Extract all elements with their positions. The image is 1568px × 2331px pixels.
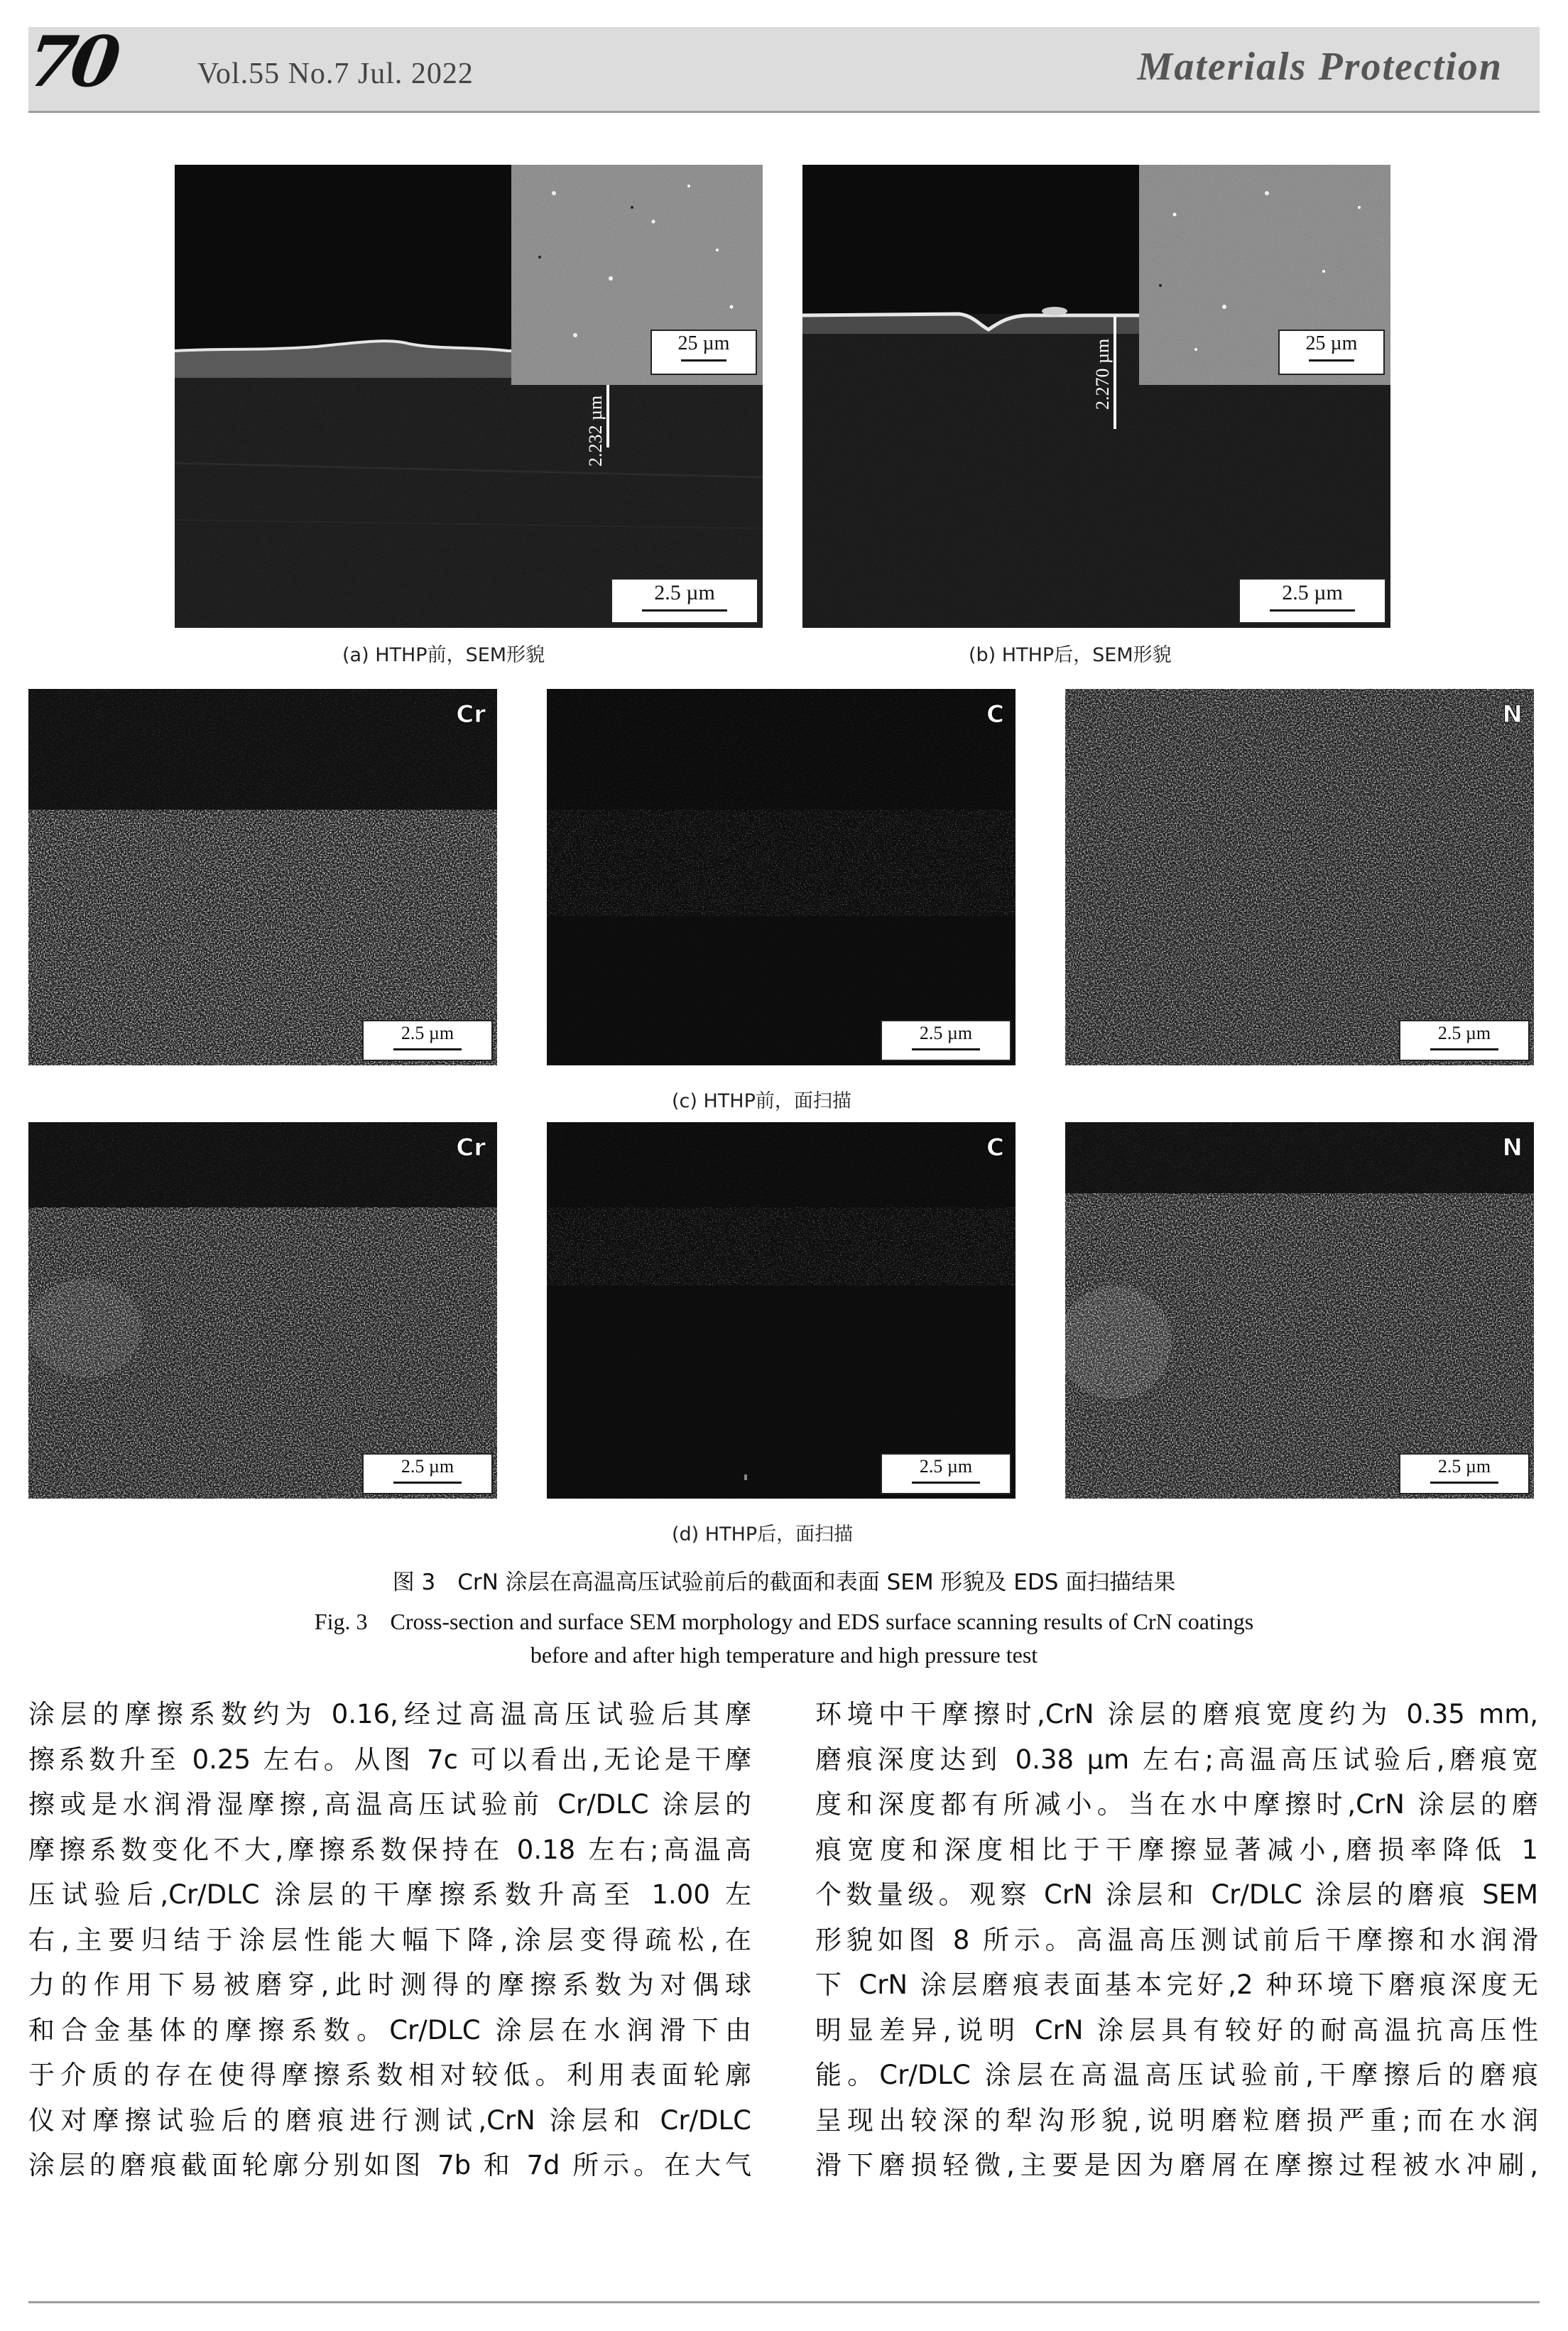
body-line: 右,主要归结于涂层性能大幅下降,涂层变得疏松,在 xyxy=(28,1924,751,1955)
eds-map-c-before xyxy=(547,689,1016,1065)
body-line: 形貌如图 8 所示。高温高压测试前后干摩擦和水润滑 xyxy=(815,1924,1538,1955)
sem-panel-after xyxy=(802,165,1390,628)
inset-scale-bar: 25 µm xyxy=(1278,330,1385,375)
scale-bar: 2.5 µm xyxy=(881,1020,1011,1061)
figure-caption-en-line1: Fig. 3 Cross-section and surface SEM morphology and EDS surface scanning results of CrN coatings xyxy=(314,1609,1254,1634)
element-label: N xyxy=(1502,700,1523,729)
volume-info: Vol.55 No.7 Jul. 2022 xyxy=(197,58,474,90)
subcaption-b: (b) HTHP后，SEM形貌 xyxy=(969,644,1172,666)
body-line: 涂层的磨痕截面轮廓分别如图 7b 和 7d 所示。在大气 xyxy=(28,2150,751,2180)
subcaption-a: (a) HTHP前，SEM形貌 xyxy=(342,644,545,666)
scale-bar: 2.5 µm xyxy=(611,578,758,624)
body-line: 磨痕深度达到 0.38 µm 左右;高温高压试验后,磨痕宽 xyxy=(815,1744,1538,1775)
surface-inset-image xyxy=(511,165,763,385)
body-line: 于介质的存在使得摩擦系数相对较低。利用表面轮廓 xyxy=(28,2060,751,2090)
body-line: 个数量级。观察 CrN 涂层和 Cr/DLC 涂层的磨痕 SEM xyxy=(815,1879,1538,1910)
element-label: Cr xyxy=(456,700,486,729)
body-line: 和合金基体的摩擦系数。Cr/DLC 涂层在水润滑下由 xyxy=(28,2014,751,2045)
eds-map-c-after xyxy=(547,1122,1016,1499)
body-line: 压试验后,Cr/DLC 涂层的干摩擦系数升高至 1.00 左 xyxy=(28,1879,751,1910)
body-line: 仪对摩擦试验后的磨痕进行测试,CrN 涂层和 Cr/DLC xyxy=(28,2104,751,2136)
inset-scale-bar: 25 µm xyxy=(650,330,757,375)
thickness-marker xyxy=(606,385,609,447)
element-label: Cr xyxy=(456,1134,486,1162)
body-line: 能。Cr/DLC 涂层在高温高压试验前,干摩擦后的磨痕 xyxy=(815,2060,1538,2090)
body-line: 下 CrN 涂层磨痕表面基本完好,2 种环境下磨痕深度无 xyxy=(815,1969,1538,2000)
scale-bar: 2.5 µm xyxy=(1399,1453,1530,1494)
body-line: 擦或是水润滑湿摩擦,高温高压试验前 Cr/DLC 涂层的 xyxy=(28,1789,751,1820)
journal-title: Materials Protection xyxy=(1137,45,1503,89)
element-label: C xyxy=(986,700,1004,729)
body-line: 摩擦系数变化不大,摩擦系数保持在 0.18 左右;高温高 xyxy=(28,1834,751,1865)
figure-caption-cn: 图 3 CrN 涂层在高温高压试验前后的截面和表面 SEM 形貌及 EDS 面扫描结果 xyxy=(392,1570,1176,1595)
element-label: C xyxy=(986,1134,1004,1162)
body-line: 环境中干摩擦时,CrN 涂层的磨痕宽度约为 0.35 mm, xyxy=(815,1699,1538,1729)
body-line: 涂层的摩擦系数约为 0.16,经过高温高压试验后其摩 xyxy=(28,1699,751,1729)
body-left-column xyxy=(28,1692,751,2188)
body-line: 明显差异,说明 CrN 涂层具有较好的耐高温抗高压性 xyxy=(815,2014,1538,2045)
eds-map-cr-after xyxy=(28,1122,497,1499)
footer-rule xyxy=(28,2301,1540,2303)
eds-map-n-after xyxy=(1065,1122,1534,1499)
body-line: 痕宽度和深度相比于干摩擦显著减小,磨损率降低 1 xyxy=(815,1834,1538,1865)
scale-bar: 2.5 µm xyxy=(362,1453,493,1494)
sem-panel-before xyxy=(175,165,763,628)
element-label: N xyxy=(1502,1134,1523,1162)
scale-bar: 2.5 µm xyxy=(1238,578,1386,624)
body-line: 滑下磨损轻微,主要是因为磨屑在摩擦过程被水冲刷, xyxy=(815,2150,1538,2180)
thickness-label: 2.270 µm xyxy=(1092,338,1113,410)
subcaption-d: (d) HTHP后，面扫描 xyxy=(672,1523,854,1545)
scale-bar: 2.5 µm xyxy=(1399,1020,1530,1061)
scale-bar: 2.5 µm xyxy=(362,1020,493,1061)
body-line: 力的作用下易被磨穿,此时测得的摩擦系数为对偶球 xyxy=(28,1969,751,2000)
body-line: 擦系数升至 0.25 左右。从图 7c 可以看出,无论是干摩 xyxy=(28,1744,751,1775)
figure-caption-en-line2: before and after high temperature and high pressure test xyxy=(530,1642,1038,1668)
body-line: 呈现出较深的犁沟形貌,说明磨粒磨损严重;而在水润 xyxy=(815,2104,1538,2136)
eds-map-cr-before xyxy=(28,689,497,1065)
subcaption-c: (c) HTHP前，面扫描 xyxy=(672,1090,851,1112)
page-number: 70 xyxy=(22,21,120,103)
scale-bar: 2.5 µm xyxy=(881,1453,1011,1494)
thickness-marker xyxy=(1114,317,1116,429)
surface-inset-image xyxy=(1139,165,1390,385)
eds-map-n-before xyxy=(1065,689,1534,1065)
thickness-label: 2.232 µm xyxy=(585,395,606,467)
header-rule xyxy=(28,111,1540,113)
body-right-column xyxy=(815,1692,1538,2188)
body-line: 度和深度都有所减小。当在水中摩擦时,CrN 涂层的磨 xyxy=(815,1789,1538,1820)
